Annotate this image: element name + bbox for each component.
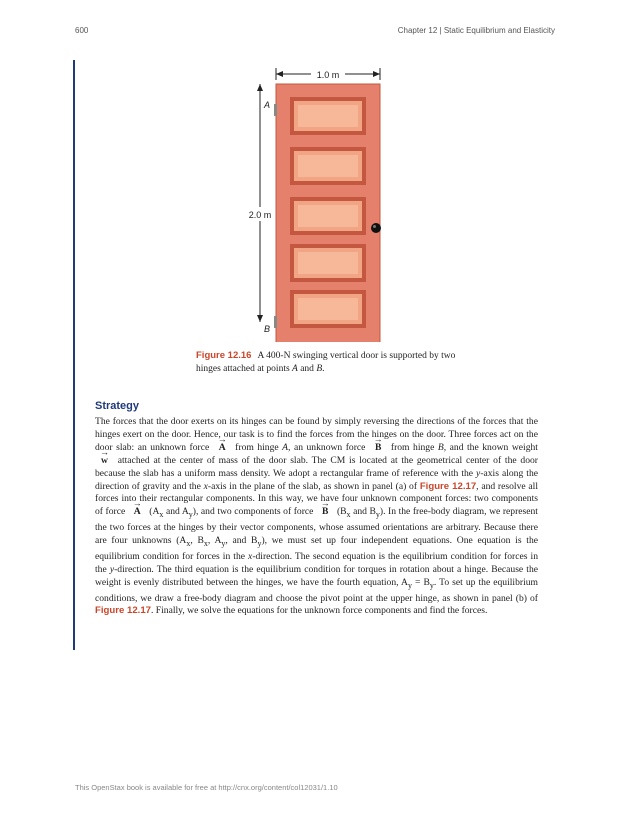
hinge-b [274,316,277,328]
figure-ref-link[interactable]: Figure 12.17 [419,480,477,492]
chapter-header: Chapter 12 | Static Equilibrium and Elasticity [397,26,555,35]
hinge-b-label: B [264,324,271,334]
height-label: 2.0 m [248,210,272,220]
vector-b-2: → B [316,506,334,519]
width-arrow-left [276,71,283,77]
strategy-paragraph: The forces that the door exerts on its hinges can be found by simply reversing the directions of the forces that the hinges exert on the door. Hence, our task is to find the forces from the hinges on the door. Three forces act on the door slab: an unknown force → A from hinge A, an unknown force → B from hinge B, and the known weight → w attached at the center of mass of the door slab. The CM is located at the geometrical center of the door because the slab has a uniform mass density. We adopt a rectangular frame of reference with the y-axis along the direction of gravity and the x-axis in the plane of the slab, as shown in panel (a) of Figure 12.17, and resolve all forces into their rectangular components. In this way, we have four unknown component forces: two components of force → A ($A_x$ and $A_y$), and two components of force → B ($B_x$ and $B_y$). In the free-body diagram, we represent the two forces at the hinges by their vector components, whose assumed orientations are arbitrary. Because there are four unknowns ($A_x$, $B_x$, $A_y$, and $B_y$), we must set up four independent equations. One equation is the equilibrium condition for forces in the x-direction. The second equation is the equilibrium condition for forces in the y-direction. The third equation is the equilibrium condition for torques in rotation about a hinge. Because the weight is evenly distributed between the hinges, we have the fourth equation, $A_y = B_y$. To set up the equilibrium conditions, we draw a free-body diagram and choose the pivot point at the upper hinge, as shown in panel (b) of Figure 12.17. Finally, we solve the equations for the unknown force components and find the forces. [95,416,538,618]
vector-a: → A [213,442,232,455]
caption-and: and [297,364,317,374]
footer-note: This OpenStax book is available for free at http://cnx.org/content/col12031/1.10 [75,783,338,792]
caption-text: A 400-N swinging vertical door is supported by two hinges attached at points [196,351,456,374]
figure-ref-link-2[interactable]: Figure 12.17 [95,605,151,617]
section-sidebar-bar [73,60,75,650]
hinge-a-label: A [264,100,271,110]
caption-point-a: A [292,364,298,374]
width-arrow-right [373,71,380,77]
figure-label: Figure 12.16 [196,350,252,361]
vector-a-2: → A [128,506,147,519]
door-diagram [190,62,450,342]
page-number: 600 [75,26,89,35]
caption-end: . [322,364,325,374]
height-arrow-bottom [257,315,263,322]
door-panels [290,97,366,328]
height-arrow-top [257,84,263,91]
section-title: Strategy [95,400,140,412]
hinge-a [274,104,277,116]
vector-b: → B [369,442,387,455]
width-label: 1.0 m [316,70,340,80]
door-figure [190,62,450,342]
vector-w: → w [95,455,114,468]
figure-caption [196,349,456,376]
door-knob [371,223,381,233]
caption-point-b: B [316,364,323,374]
